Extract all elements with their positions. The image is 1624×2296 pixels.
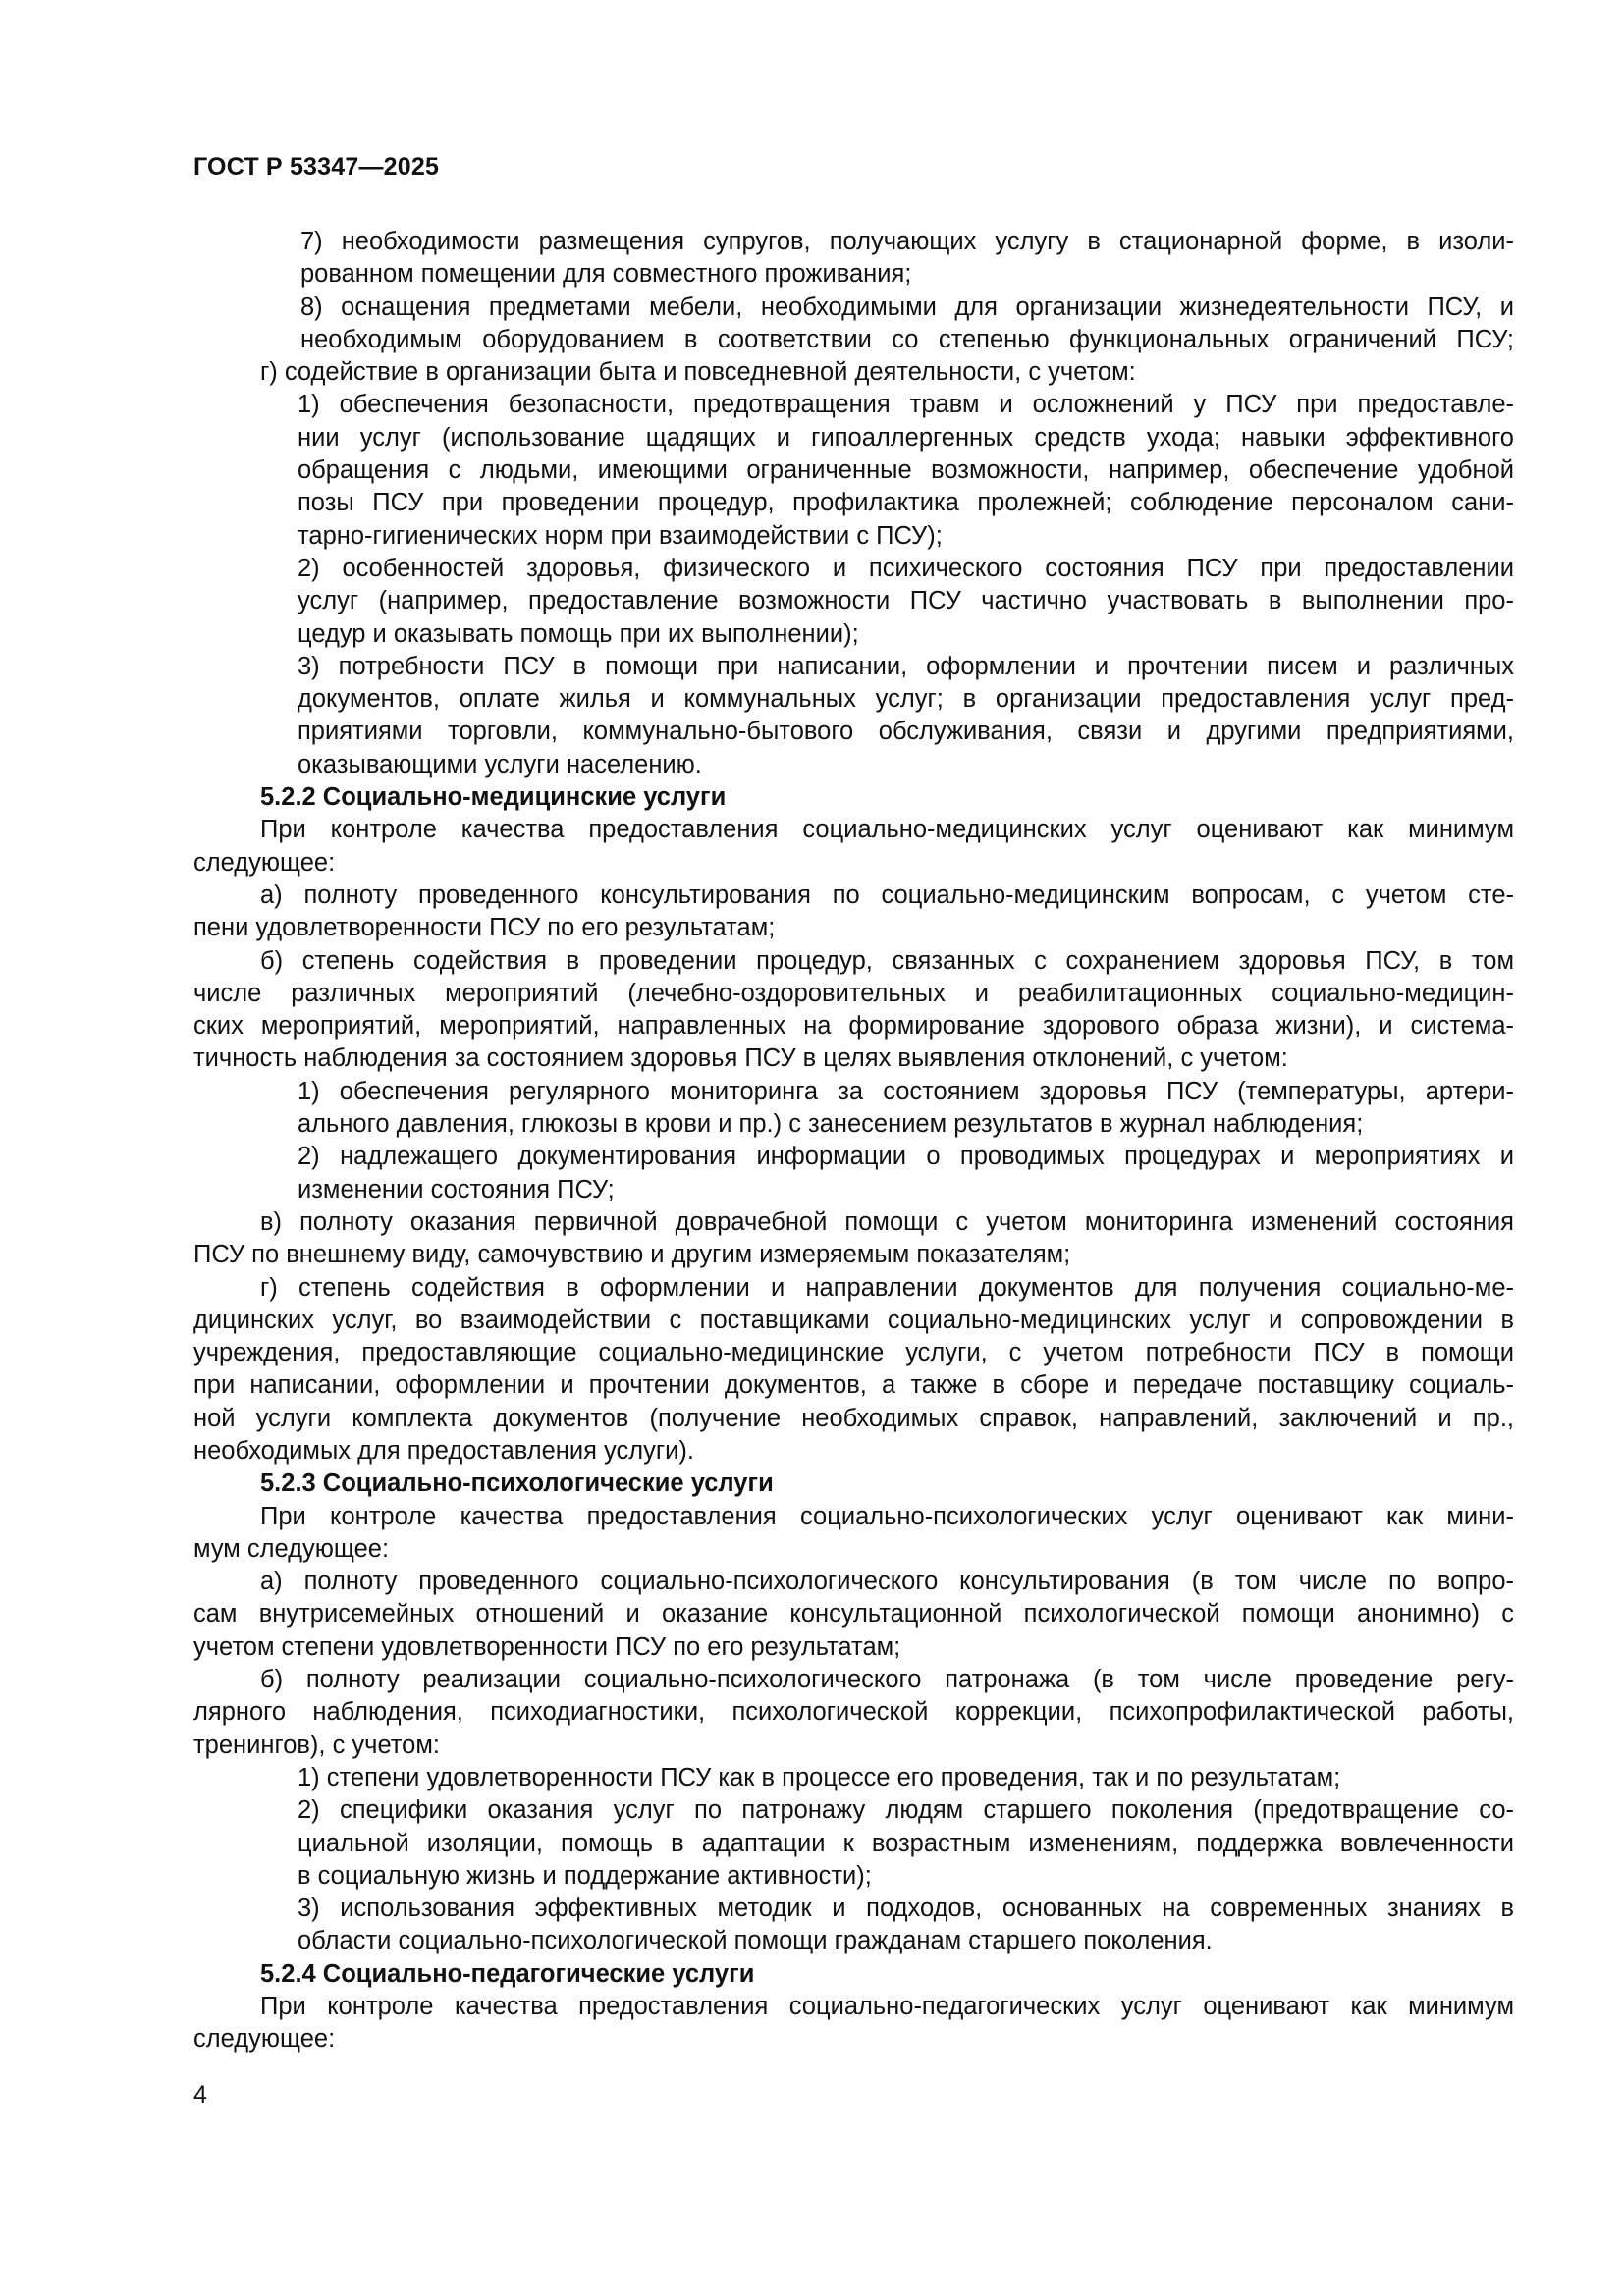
text-line: а) полноту проведенного социально-психологического консультирования (в том числе по вопро- — [260, 1568, 1514, 1596]
text-line: учетом степени удовлетворенности ПСУ по его результатам; — [193, 1632, 901, 1661]
text-line: нии услуг (использование щадящих и гипоаллергенных средств ухода; навыки эффективного — [298, 423, 1514, 452]
text-line: сам внутрисемейных отношений и оказание консультационной психологической помощи анонимно) с — [193, 1600, 1514, 1629]
text-line: области социально-психологической помощи гражданам старшего поколения. — [298, 1927, 1213, 1955]
text-line: тичность наблюдения за состоянием здоровья ПСУ в целях выявления отклонений, с учетом: — [193, 1044, 1288, 1073]
text-line: пени удовлетворенности ПСУ по его результатам; — [193, 914, 776, 942]
text-line: циальной изоляции, помощь в адаптации к возрастным изменениям, поддержка вовлеченности — [298, 1829, 1514, 1857]
document-header: ГОСТ Р 53347—2025 — [193, 153, 440, 181]
text-line: лярного наблюдения, психодиагностики, психологической коррекции, психопрофилактической работы, — [193, 1698, 1514, 1727]
text-line: обращения с людьми, имеющими ограниченные возможности, например, обеспечение удобной — [298, 456, 1514, 485]
text-line: изменении состояния ПСУ; — [298, 1175, 615, 1203]
text-line: 1) обеспечения безопасности, предотвращения травм и осложнений у ПСУ при предоставле- — [298, 391, 1514, 419]
section-heading-line: 5.2.4 Социально-педагогические услуги — [260, 1959, 755, 1988]
section-heading-line: 5.2.2 Социально-медицинские услуги — [260, 783, 727, 812]
text-line: г) содействие в организации быта и повседневной деятельности, с учетом: — [260, 358, 1136, 387]
text-line: тренингов), с учетом: — [193, 1731, 440, 1759]
text-line: ального давления, глюкозы в крови и пр.) с занесением результатов в журнал наблюдения; — [298, 1110, 1364, 1139]
text-line: 7) необходимости размещения супругов, получающих услугу в стационарной форме, в изоли- — [300, 228, 1514, 255]
text-line: ских мероприятий, мероприятий, направленных на формирование здорового образа жизни), и система- — [193, 1012, 1514, 1041]
text-line: 1) степени удовлетворенности ПСУ как в процессе его проведения, так и по результатам; — [298, 1763, 1341, 1791]
text-line: При контроле качества предоставления социально-медицинских услуг оценивают как минимум — [260, 816, 1514, 844]
text-line: документов, оплате жилья и коммунальных услуг; в организации предоставления услуг пред- — [298, 685, 1514, 714]
text-line: оказывающими услуги населению. — [298, 750, 702, 778]
text-line: в) полноту оказания первичной доврачебной помощи с учетом мониторинга изменений состояния — [260, 1207, 1514, 1236]
text-line: ной услуги комплекта документов (получение необходимых справок, направлений, заключений и пр., — [193, 1404, 1514, 1432]
text-line: ПСУ по внешнему виду, самочувствию и другим измеряемым показателям; — [193, 1241, 1071, 1269]
text-line: При контроле качества предоставления социально-психологических услуг оценивают как мини- — [260, 1502, 1514, 1530]
text-line: рованном помещении для совместного проживания; — [300, 260, 912, 289]
text-line: б) степень содействия в проведении процедур, связанных с сохранением здоровья ПСУ, в том — [260, 946, 1514, 975]
text-line: 3) использования эффективных методик и подходов, основанных на современных знаниях в — [298, 1895, 1514, 1923]
text-line: 2) особенностей здоровья, физического и психического состояния ПСУ при предоставлении — [298, 554, 1514, 582]
text-line: в социальную жизнь и поддержание активности); — [298, 1861, 872, 1890]
text-line: 2) надлежащего документирования информации о проводимых процедурах и мероприятиях и — [298, 1143, 1514, 1171]
text-line: приятиями торговли, коммунально-бытового обслуживания, связи и другими предприятиями, — [298, 718, 1514, 746]
text-line: тарно-гигиенических норм при взаимодействии с ПСУ); — [298, 521, 943, 550]
page-number: 4 — [193, 2081, 207, 2109]
text-line: 1) обеспечения регулярного мониторинга за состоянием здоровья ПСУ (температуры, артери- — [298, 1077, 1514, 1105]
text-line: цедур и оказывать помощь при их выполнении); — [298, 619, 859, 648]
text-line: 2) специфики оказания услуг по патронажу людям старшего поколения (предотвращение со- — [298, 1796, 1514, 1825]
section-heading-line: 5.2.3 Социально-психологические услуги — [260, 1469, 774, 1498]
text-line: необходимых для предоставления услуги). — [193, 1436, 694, 1465]
text-line: дицинских услуг, во взаимодействии с поставщиками социально-медицинских услуг и сопровождении в — [193, 1306, 1514, 1334]
text-line: 3) потребности ПСУ в помощи при написании, оформлении и прочтении писем и различных — [298, 652, 1514, 680]
text-line: следующее: — [193, 2025, 336, 2054]
text-line: следующее: — [193, 848, 336, 877]
text-line: мум следующее: — [193, 1534, 390, 1563]
text-line: б) полноту реализации социально-психологического патронажа (в том числе проведение регу- — [260, 1666, 1514, 1694]
text-line: учреждения, предоставляющие социально-медицинские услуги, с учетом потребности ПСУ в помощи — [193, 1339, 1514, 1367]
text-line: необходимым оборудованием в соответствии со степенью функциональных ограничений ПСУ; — [300, 325, 1514, 353]
text-line: При контроле качества предоставления социально-педагогических услуг оценивают как минимум — [260, 1993, 1514, 2021]
text-line: услуг (например, предоставление возможности ПСУ частично участвовать в выполнении про- — [298, 587, 1514, 615]
text-line: при написании, оформлении и прочтении документов, а также в сборе и передаче поставщику социаль- — [193, 1371, 1514, 1400]
document-body — [193, 226, 1514, 2056]
text-line: числе различных мероприятий (лечебно-оздоровительных и реабилитационных социально-медицин- — [193, 979, 1514, 1007]
text-line: позы ПСУ при проведении процедур, профилактика пролежней; соблюдение персоналом сани- — [298, 489, 1514, 517]
text-line: г) степень содействия в оформлении и направлении документов для получения социально-ме- — [260, 1273, 1514, 1302]
text-line: а) полноту проведенного консультирования по социально-медицинским вопросам, с учетом сте- — [260, 881, 1514, 909]
text-line: 8) оснащения предметами мебели, необходимыми для организации жизнедеятельности ПСУ, и — [300, 293, 1514, 321]
